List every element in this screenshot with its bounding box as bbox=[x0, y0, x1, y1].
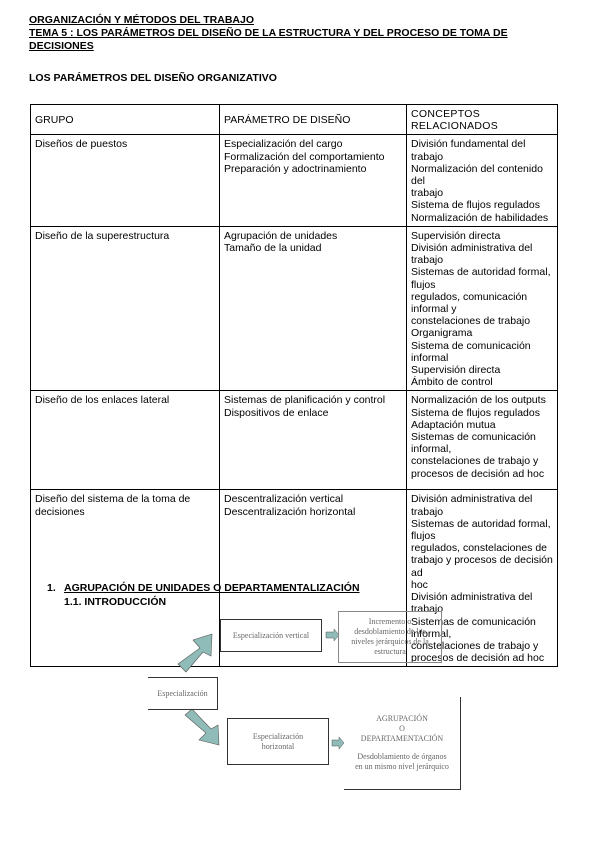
cell-line: Formalización del comportamiento bbox=[224, 150, 385, 163]
cell-line: División fundamental del trabajo bbox=[411, 138, 526, 163]
cell-line: Agrupación de unidades bbox=[224, 229, 338, 242]
arrow-up-right-icon bbox=[178, 634, 212, 672]
cell-line: decisiones bbox=[35, 505, 85, 518]
cell-line: constelaciones de trabajo y bbox=[411, 455, 539, 468]
cell-line: Diseño de los enlaces lateral bbox=[35, 394, 170, 407]
cell-line: Descentralización horizontal bbox=[224, 505, 356, 518]
diagram-text-line: en un mismo nivel jerárquico bbox=[355, 762, 449, 771]
diagram-text-line: O bbox=[399, 724, 405, 733]
cell-line: Ámbito de control bbox=[411, 376, 493, 389]
cell-line: regulados, constelaciones de bbox=[411, 542, 548, 555]
cell-line: Sistemas de autoridad formal, flujos bbox=[411, 517, 551, 543]
cell-line: Sistemas de comunicación informal, bbox=[411, 431, 536, 456]
section-title: AGRUPACIÓN DE UNIDADES O DEPARTAMENTALIZACIÓN bbox=[64, 582, 360, 594]
cell-line: Adaptación mutua bbox=[411, 418, 496, 431]
grouping-title bbox=[344, 714, 460, 744]
cell-line: Especialización del cargo bbox=[224, 138, 343, 151]
cell-line: Diseño de la superestructura bbox=[35, 229, 170, 242]
cell-line: Sistemas de planificación y control bbox=[224, 394, 386, 407]
diagram-text-line: AGRUPACIÓN bbox=[376, 714, 428, 723]
cell-line: División administrativa del trabajo bbox=[411, 493, 533, 518]
cell-line: trabajo y procesos de decisión ad bbox=[411, 554, 553, 579]
diagram-text-line: Desdoblamiento de órganos bbox=[357, 752, 447, 761]
th-grupo: GRUPO bbox=[31, 105, 220, 135]
grouping-description bbox=[344, 752, 460, 772]
cell-line: Sistema de flujos regulados bbox=[411, 199, 540, 212]
th-parametro: PARÁMETRO DE DISEÑO bbox=[220, 105, 407, 135]
vertical-result-box bbox=[338, 611, 442, 663]
vertical-specialization-box: Especialización vertical bbox=[220, 619, 322, 652]
cell-line: Sistemas de comunicación informal, bbox=[411, 615, 536, 640]
cell-line: constelaciones de trabajo y bbox=[411, 639, 539, 652]
cell-line: Sistemas de autoridad formal, flujos bbox=[411, 266, 551, 291]
section-subtitle: LOS PARÁMETROS DEL DISEÑO ORGANIZATIVO bbox=[29, 72, 277, 84]
cell-line: constelaciones de trabajo bbox=[411, 315, 531, 328]
cell-line: Normalización de habilidades bbox=[411, 211, 549, 224]
cell-line: Diseños de puestos bbox=[35, 138, 128, 151]
cell-line: trabajo bbox=[411, 187, 444, 200]
cell-line: Sistema de flujos regulados bbox=[411, 406, 540, 419]
cell-line: Sistema de comunicación informal bbox=[411, 339, 531, 364]
cell-line: hoc bbox=[411, 578, 428, 591]
cell-line: Normalización de los outputs bbox=[411, 394, 546, 407]
topic-title: TEMA 5 : LOS PARÁMETROS DEL DISEÑO DE LA ESTRUCTURA Y DEL PROCESO DE TOMA DE bbox=[29, 27, 508, 39]
cell-line: procesos de decisión ad hoc bbox=[411, 467, 545, 480]
cell-line: Dispositivos de enlace bbox=[224, 406, 329, 419]
cell-line: División administrativa del trabajo bbox=[411, 591, 533, 616]
cell-line: Preparación y adoctrinamiento bbox=[224, 162, 367, 175]
cell-line: Descentralización vertical bbox=[224, 493, 344, 506]
grouping-box bbox=[344, 697, 461, 790]
cell-line: Supervisión directa bbox=[411, 229, 501, 242]
cell-line: División administrativa del trabajo bbox=[411, 242, 533, 267]
cell-line: Normalización del contenido del bbox=[411, 162, 543, 188]
topic-title-cont: DECISIONES bbox=[29, 40, 94, 52]
diagram-text-line: Incremento o bbox=[368, 617, 412, 626]
cell-line: Supervisión directa bbox=[411, 364, 501, 377]
arrow-down-right-icon bbox=[185, 709, 219, 745]
cell-line: regulados, comunicación informal y bbox=[411, 290, 528, 316]
diagram-text-line: desdoblamiento de los bbox=[354, 627, 426, 636]
diagram-text-line: estructura bbox=[374, 647, 406, 656]
diagram-text-line: Especialización bbox=[252, 731, 304, 741]
section-number: 1. bbox=[47, 582, 56, 594]
subsection-title: 1.1. INTRODUCCIÓN bbox=[64, 596, 167, 608]
cell-line: Tamaño de la unidad bbox=[224, 242, 322, 255]
horizontal-specialization-box bbox=[227, 718, 329, 765]
cell-line: Diseño del sistema de la toma de bbox=[35, 493, 191, 506]
course-title: ORGANIZACIÓN Y MÉTODOS DEL TRABAJO bbox=[29, 14, 254, 26]
diagram-text-line: DEPARTAMENTACIÓN bbox=[360, 734, 444, 743]
th-conceptos: CONCEPTOS RELACIONADOS bbox=[407, 105, 558, 135]
diagram-text-line: niveles jerárquicos de la bbox=[351, 637, 429, 646]
diagram-text-line: horizontal bbox=[261, 741, 295, 751]
arrow-right-icon bbox=[332, 737, 344, 749]
specialization-box: Especialización bbox=[148, 677, 218, 710]
cell-line: procesos de decisión ad hoc bbox=[411, 652, 545, 665]
cell-line: Organigrama bbox=[411, 327, 473, 340]
